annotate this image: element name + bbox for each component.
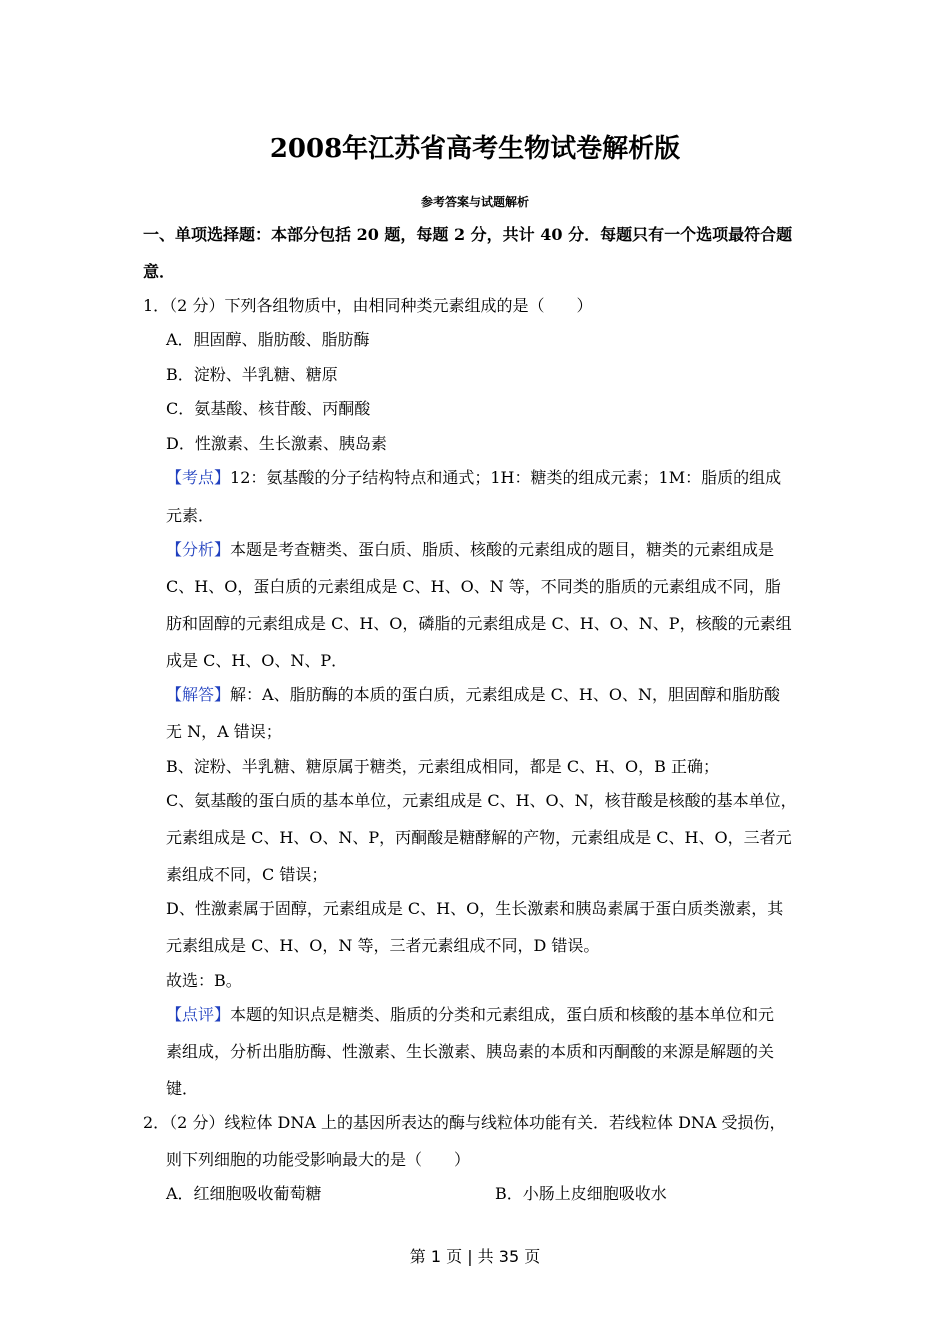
section-heading-line-1: 一、单项选择题：本部分包括 20 题，每题 2 分，共计 40 分．每题只有一个选项最符合题: [143, 225, 793, 244]
jieda-line-5: 元素组成是 C、H、O、N、P，丙酮酸是糖酵解的产物，元素组成是 C、H、O，三者元: [166, 828, 792, 847]
kaodian-line-1: [166, 465, 781, 488]
jieda-line-1: [166, 682, 780, 705]
question-1-stem: 1．（2 分）下列各组物质中，由相同种类元素组成的是（ ）: [143, 296, 593, 315]
jieda-line-8: 元素组成是 C、H、O，N 等，三者元素组成不同，D 错误。: [166, 936, 600, 955]
dianping-line-1: [166, 1002, 774, 1025]
jieda-line-3: B、淀粉、半乳糖、糖原属于糖类，元素组成相同，都是 C、H、O，B 正确；: [166, 757, 720, 776]
question-2-option-a: A．红细胞吸收葡萄糖: [166, 1184, 322, 1203]
kaodian-line-2: 元素．: [166, 506, 215, 525]
jieda-line-6: 素组成不同，C 错误；: [166, 865, 328, 884]
dianping-line-3: 键．: [166, 1079, 199, 1098]
question-1-option-d: D．性激素、生长激素、胰岛素: [166, 434, 387, 453]
dianping-line-2: 素组成，分析出脂肪酶、性激素、生长激素、胰岛素的本质和丙酮酸的来源是解题的关: [166, 1042, 775, 1061]
jieda-line-2: 无 N，A 错误；: [166, 722, 282, 741]
kaodian-tag: 【考点】: [166, 468, 231, 487]
question-1-option-c: C．氨基酸、核苷酸、丙酮酸: [166, 399, 371, 418]
question-2-stem-line-1: 2．（2 分）线粒体 DNA 上的基因所表达的酶与线粒体功能有关．若线粒体 DNA 受损伤，: [143, 1113, 786, 1132]
question-1-option-a: A．胆固醇、脂肪酸、脂肪酶: [166, 330, 370, 349]
dianping-tag: 【点评】: [166, 1005, 231, 1024]
dianping-text: 本题的知识点是糖类、脂质的分类和元素组成，蛋白质和核酸的基本单位和元: [230, 1005, 775, 1024]
fenxi-tag: 【分析】: [166, 540, 231, 559]
jieda-line-7: D、性激素属于固醇，元素组成是 C、H、O，生长激素和胰岛素属于蛋白质类激素，其: [166, 899, 784, 918]
document-title: 2008年江苏省高考生物试卷解析版: [269, 134, 681, 164]
question-2-stem-line-2: 则下列细胞的功能受影响最大的是（ ）: [166, 1150, 471, 1169]
section-heading-line-2: 意．: [143, 262, 176, 281]
fenxi-text: 本题是考查糖类、蛋白质、脂质、核酸的元素组成的题目，糖类的元素组成是: [230, 540, 775, 559]
question-2-option-b: B．小肠上皮细胞吸收水: [495, 1184, 667, 1203]
fenxi-line-4: 成是 C、H、O、N、P．: [166, 651, 348, 670]
jieda-line-4: C、氨基酸的蛋白质的基本单位，元素组成是 C、H、O、N，核苷酸是核酸的基本单位，: [166, 791, 797, 810]
document-subtitle: 参考答案与试题解析: [420, 195, 529, 209]
kaodian-text: 12：氨基酸的分子结构特点和通式；1H：糖类的组成元素；1M：脂质的组成: [230, 468, 782, 487]
jieda-tag: 【解答】: [166, 685, 231, 704]
jieda-text: 解：A、脂肪酶的本质的蛋白质，元素组成是 C、H、O、N，胆固醇和脂肪酸: [230, 685, 780, 704]
page-footer: 第 1 页 | 共 35 页: [409, 1247, 541, 1266]
fenxi-line-3: 肪和固醇的元素组成是 C、H、O，磷脂的元素组成是 C、H、O、N、P，核酸的元素组: [166, 614, 792, 633]
jieda-line-9: 故选：B。: [166, 971, 242, 990]
question-1-option-b: B．淀粉、半乳糖、糖原: [166, 365, 338, 384]
fenxi-line-2: C、H、O，蛋白质的元素组成是 C、H、O、N 等，不同类的脂质的元素组成不同，脂: [166, 577, 781, 596]
fenxi-line-1: [166, 537, 774, 560]
